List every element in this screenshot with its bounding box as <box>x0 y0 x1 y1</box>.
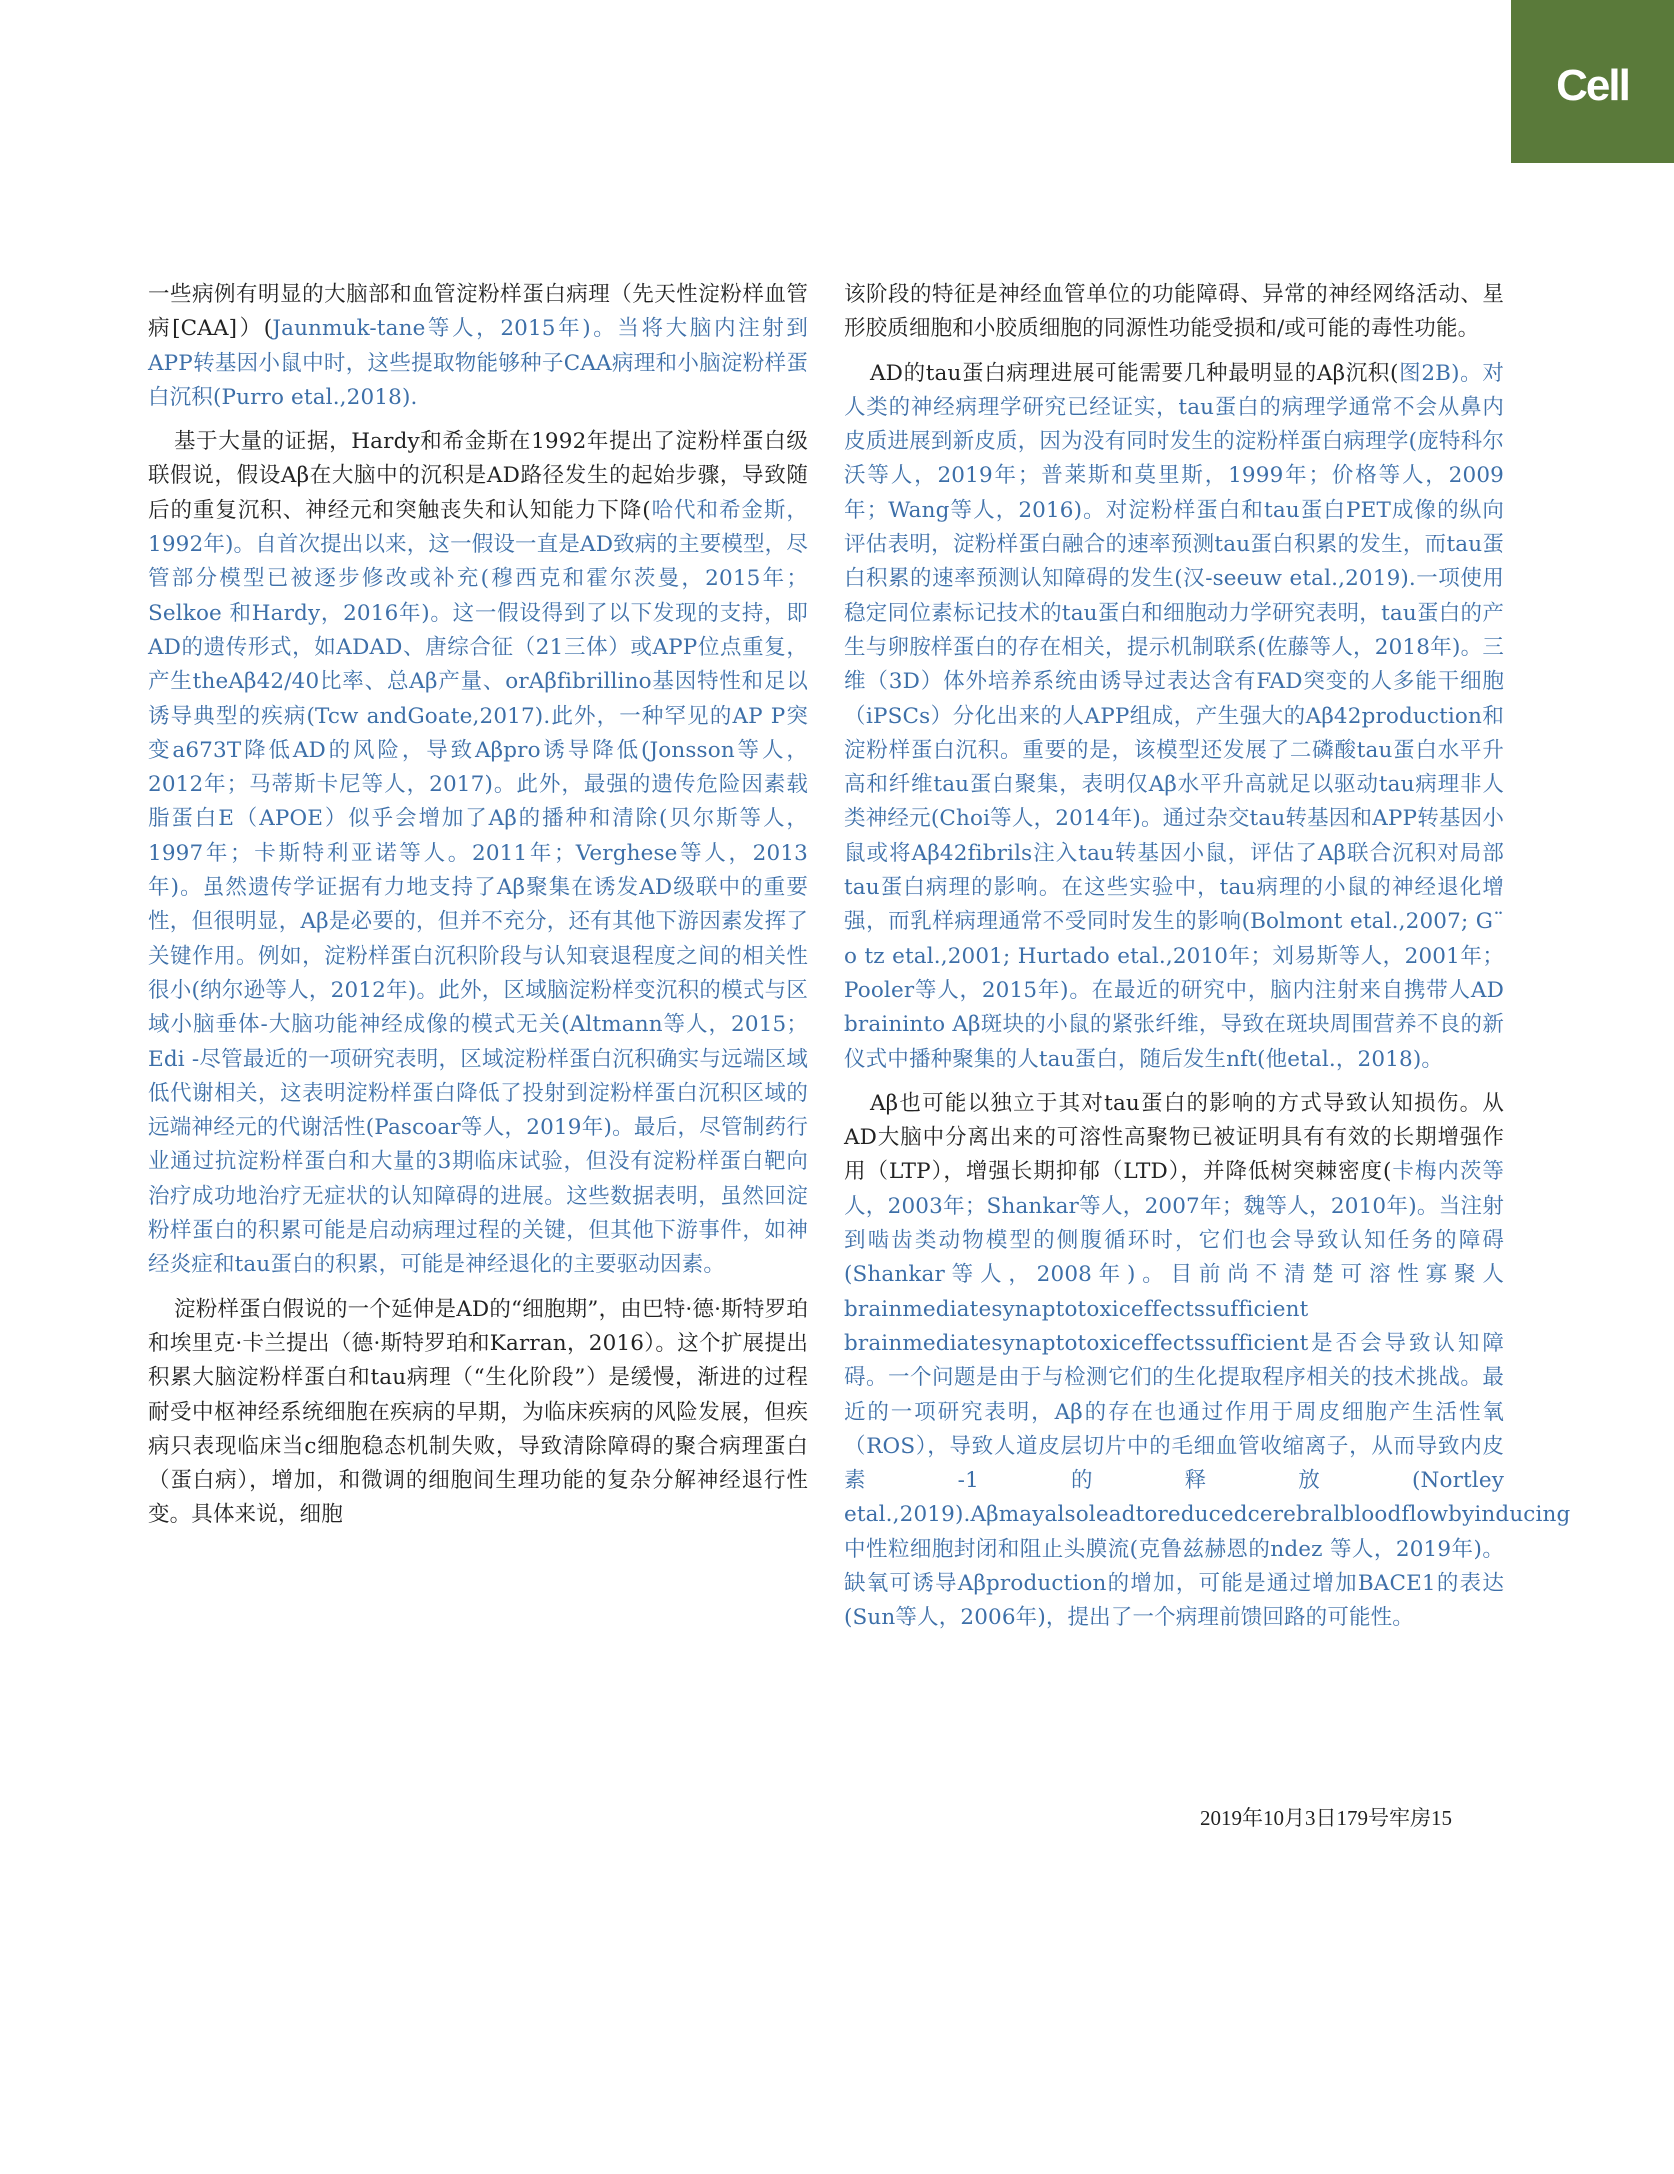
citation-text[interactable]: 哈代和希金斯，1992年)。自首次提出以来，这一假设一直是AD致病的主要模型，尽管部分模型已被逐步修改或补充(穆西克和霍尔茨曼，2015年；Selkoe 和Hardy，2016年)。这一假设得到了以下发现的支持，即AD的遗传形式，如ADAD、唐综合征（21三体）或APP位点重复，产生theAβ42/40比率、总Aβ产量、orAβfibrillino基因特性和足以诱导典型的疾病(Tcw andGoate,2017).此外，一种罕见的AP P突变a673T降低AD的风险，导致Aβpro诱导降低(Jonsson等人，2012年；马蒂斯卡尼等人，2017)。此外，最强的遗传危险因素载脂蛋白E（APOE）似乎会增加了Aβ的播种和清除(贝尔斯等人，1997年；卡斯特利亚诺等人。2011年；Verghese等人，2013年)。虽然遗传学证据有力地支持了Aβ聚集在诱发AD级联中的重要性，但很明显，Aβ是必要的，但并不充分，还有其他下游因素发挥了关键作用。例如，淀粉样蛋白沉积阶段与认知衰退程度之间的相关性很小(纳尔逊等人，2012年)。此外，区域脑淀粉样变沉积的模式与区域小脑垂体-大脑功能神经成像的模式无关(Altmann等人，2015；Edi -尽管最近的一项研究表明，区域淀粉样蛋白沉积确实与远端区域低代谢相关，这表明淀粉样蛋白降低了投射到淀粉样蛋白沉积区域的远端神经元的代谢活性(Pascoar等人，2019年)。最后，尽管制药行业通过抗淀粉样蛋白和大量的3期临床试验，但没有淀粉样蛋白靶向治疗成功地治疗无症状的认知障碍的进展。这些数据表明，虽然回淀粉样蛋白的积累可能是启动病理过程的关键，但其他下游事件，如神经炎症和tau蛋白的积累，可能是神经退化的主要驱动因素。 <box>148 497 808 1278</box>
paragraph <box>148 278 808 415</box>
page-footer: 2019年10月3日179号牢房15 <box>1200 1806 1452 1830</box>
paragraph <box>148 425 808 1282</box>
body-text: 基于大量的证据，Hardy和希金斯在1992年提出了淀粉样蛋白级联假说，假设Aβ在大脑中的沉积是AD路径发生的起始步骤，导致随后的重复沉积、神经元和突触丧失和认知能力下降( <box>148 429 808 523</box>
paragraph <box>148 1293 808 1533</box>
paragraph <box>844 357 1504 1077</box>
citation-text[interactable]: 图2B)。对人类的神经病理学研究已经证实，tau蛋白的病理学通常不会从鼻内皮质进展到新皮质，因为没有同时发生的淀粉样蛋白病理学(庞特科尔沃等人，2019年；普莱斯和莫里斯，1999年；价格等人，2009年；Wang等人，2016)。对淀粉样蛋白和tau蛋白PET成像的纵向评估表明，淀粉样蛋白融合的速率预测tau蛋白积累的发生，而tau蛋白积累的速率预测认知障碍的发生(汉-seeuw etal.,2019).一项使用稳定同位素标记技术的tau蛋白和细胞动力学研究表明，tau蛋白的产生与卵胺样蛋白的存在相关，提示机制联系(佐藤等人，2018年)。三维（3D）体外培养系统由诱导过表达含有FAD突变的人多能干细胞（iPSCs）分化出来的人APP组成，产生强大的Aβ42production和淀粉样蛋白沉积。重要的是，该模型还发展了二磷酸tau蛋白水平升高和纤维tau蛋白聚集，表明仅Aβ水平升高就足以驱动tau病理非人类神经元(Choi等人，2014年)。通过杂交tau转基因和APP转基因小鼠或将Aβ42fibrils注入tau转基因小鼠，评估了Aβ联合沉积对局部tau蛋白病理的影响。在这些实验中，tau病理的小鼠的神经退化增强，而乳样病理通常不受同时发生的影响(Bolmont etal.,2007; G¨ o tz etal.,2001; Hurtado etal.,2010年；刘易斯等人，2001年；Pooler等人，2015年)。在最近的研究中，脑内注射来自携带人AD braininto Aβ斑块的小鼠的紧张纤维，导致在斑块周围营养不良的新仪式中播种聚集的人tau蛋白，随后发生nft(他etal.，2018)。 <box>844 360 1504 1072</box>
body-text: Aβ也可能以独立于其对tau蛋白的影响的方式导致认知损伤。从AD大脑中分离出来的可溶性高聚物已被证明具有有效的长期增强作用（LTP），增强长期抑郁（LTD），并降低树突棘密度( <box>844 1090 1504 1185</box>
paragraph <box>844 278 1504 347</box>
citation-text[interactable]: Jaunmuk-tane等人，2015年)。当将大脑内注射到APP转基因小鼠中时，这些提取物能够种子CAA病理和小脑淀粉样蛋白沉积(Purro etal.,2018). <box>148 316 808 410</box>
paragraph <box>844 1087 1571 1636</box>
body-text: 一些病例有明显的大脑部和血管淀粉样蛋白病理（先天性淀粉样血管病[CAA]）( <box>148 282 808 342</box>
cell-logo-text: Cell <box>1556 60 1629 110</box>
cell-logo <box>1511 0 1674 163</box>
citation-text[interactable]: 卡梅内茨等人，2003年；Shankar等人，2007年；魏等人，2010年)。当注射到啮齿类动物模型的侧腹循环时，它们也会导致认知任务的障碍(Shankar等人，2008年)。目前尚不清楚可溶性寡聚人 brainmediatesynaptotoxiceffectssufficient brainmediatesynaptotoxiceffectssufficient是否会导致认知障碍。一个问题是由于与检测它们的生化提取程序相关的技术挑战。最近的一项研究表明，Aβ的存在也通过作用于周皮细胞产生活性氧（ROS），导致人道皮层切片中的毛细血管收缩离子，从而导致内皮素-1的释放(Nortley etal.,2019).Aβmayalsoleadtoreducedcerebralbloodflowbyinducing中性粒细胞封闭和阻止头膜流(克鲁兹赫恩的ndez 等人，2019年)。缺氧可诱导Aβproduction的增加，可能是通过增加BACE1的表达(Sun等人，2006年)，提出了一个病理前馈回路的可能性。 <box>844 1159 1571 1631</box>
right-text-column <box>844 278 1571 1646</box>
body-text: 该阶段的特征是神经血管单位的功能障碍、异常的神经网络活动、星形胶质细胞和小胶质细胞的同源性功能受损和/或可能的毒性功能。 <box>844 282 1504 342</box>
body-text: 淀粉样蛋白假说的一个延伸是AD的“细胞期”，由巴特·德·斯特罗珀和埃里克·卡兰提出（德·斯特罗珀和Karran，2016）。这个扩展提出积累大脑淀粉样蛋白和tau病理（“生化阶段”）是缓慢，渐进的过程耐受中枢神经系统细胞在疾病的早期，为临床疾病的风险发展，但疾病只表现临床当c细胞稳态机制失败，导致清除障碍的聚合病理蛋白（蛋白病），增加，和微调的细胞间生理功能的复杂分解神经退行性变。具体来说，细胞 <box>148 1296 808 1528</box>
body-text: AD的tau蛋白病理进展可能需要几种最明显的Aβ沉积( <box>870 360 1399 386</box>
left-text-column <box>148 278 808 1543</box>
